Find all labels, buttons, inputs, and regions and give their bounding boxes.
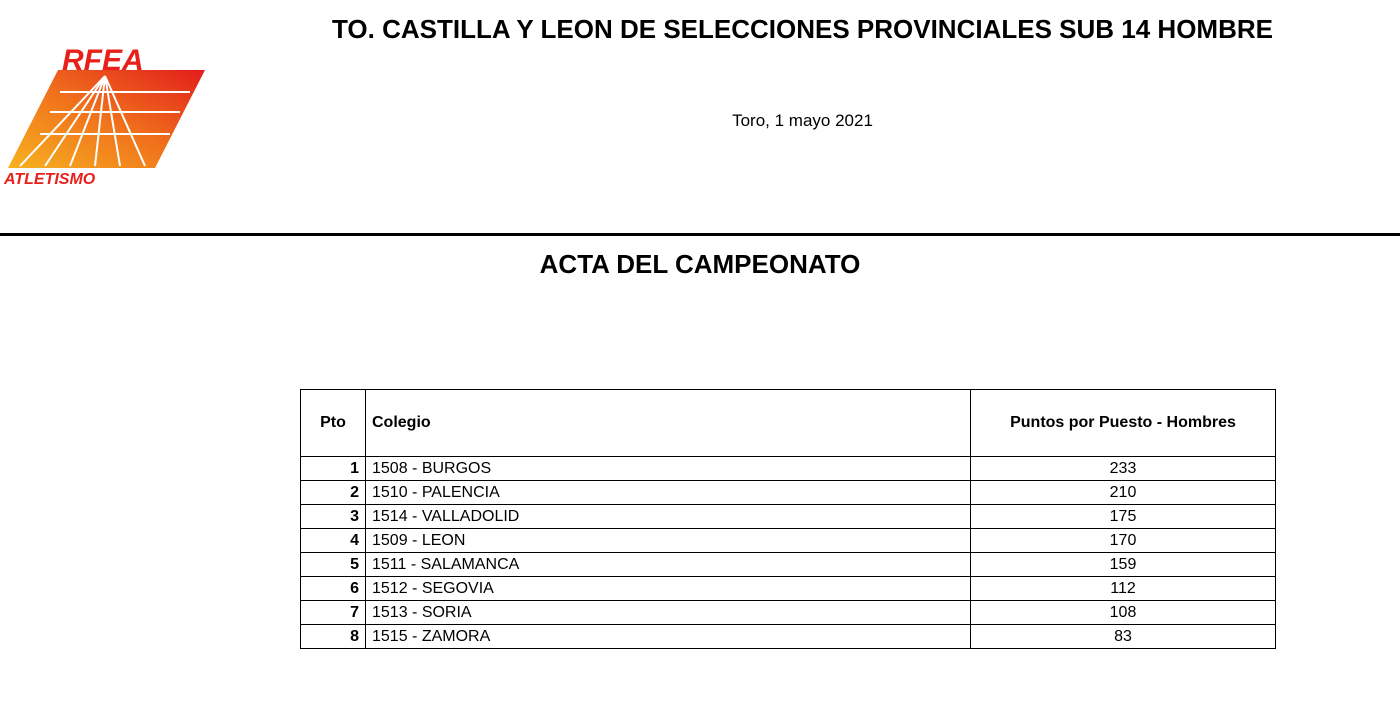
cell-pto: 2	[301, 481, 366, 505]
table-row	[301, 625, 1276, 649]
event-date: Toro, 1 mayo 2021	[732, 111, 873, 130]
logo-top-text: RFEA	[62, 44, 144, 77]
cell-colegio: 1514 - VALLADOLID	[366, 505, 971, 529]
cell-pto: 8	[301, 625, 366, 649]
header-divider	[0, 233, 1400, 236]
table-row	[301, 457, 1276, 481]
document-title: TO. CASTILLA Y LEON DE SELECCIONES PROVINCIALES SUB 14 HOMBRE	[332, 14, 1273, 44]
table-row	[301, 553, 1276, 577]
cell-pto: 4	[301, 529, 366, 553]
cell-pto: 6	[301, 577, 366, 601]
cell-colegio: 1512 - SEGOVIA	[366, 577, 971, 601]
column-header-pto: Pto	[301, 390, 366, 457]
cell-colegio: 1515 - ZAMORA	[366, 625, 971, 649]
cell-pto: 7	[301, 601, 366, 625]
table-row	[301, 505, 1276, 529]
section-title: ACTA DEL CAMPEONATO	[539, 249, 861, 279]
table-header-row	[301, 390, 1276, 457]
cell-puntos: 83	[971, 625, 1276, 649]
cell-colegio: 1511 - SALAMANCA	[366, 553, 971, 577]
cell-puntos: 210	[971, 481, 1276, 505]
table-row	[301, 601, 1276, 625]
table-row	[301, 529, 1276, 553]
cell-puntos: 159	[971, 553, 1276, 577]
results-table	[300, 389, 1276, 649]
table-row	[301, 577, 1276, 601]
cell-puntos: 233	[971, 457, 1276, 481]
table-row	[301, 481, 1276, 505]
column-header-colegio: Colegio	[366, 390, 971, 457]
logo-bottom-text: ATLETISMO	[4, 171, 96, 188]
cell-pto: 5	[301, 553, 366, 577]
cell-puntos: 112	[971, 577, 1276, 601]
cell-pto: 1	[301, 457, 366, 481]
rfea-logo-graphic	[0, 40, 210, 208]
cell-puntos: 108	[971, 601, 1276, 625]
rfea-logo	[0, 40, 210, 208]
cell-puntos: 175	[971, 505, 1276, 529]
cell-puntos: 170	[971, 529, 1276, 553]
cell-colegio: 1508 - BURGOS	[366, 457, 971, 481]
cell-colegio: 1510 - PALENCIA	[366, 481, 971, 505]
cell-colegio: 1509 - LEON	[366, 529, 971, 553]
cell-pto: 3	[301, 505, 366, 529]
cell-colegio: 1513 - SORIA	[366, 601, 971, 625]
column-header-puntos: Puntos por Puesto - Hombres	[971, 390, 1276, 457]
